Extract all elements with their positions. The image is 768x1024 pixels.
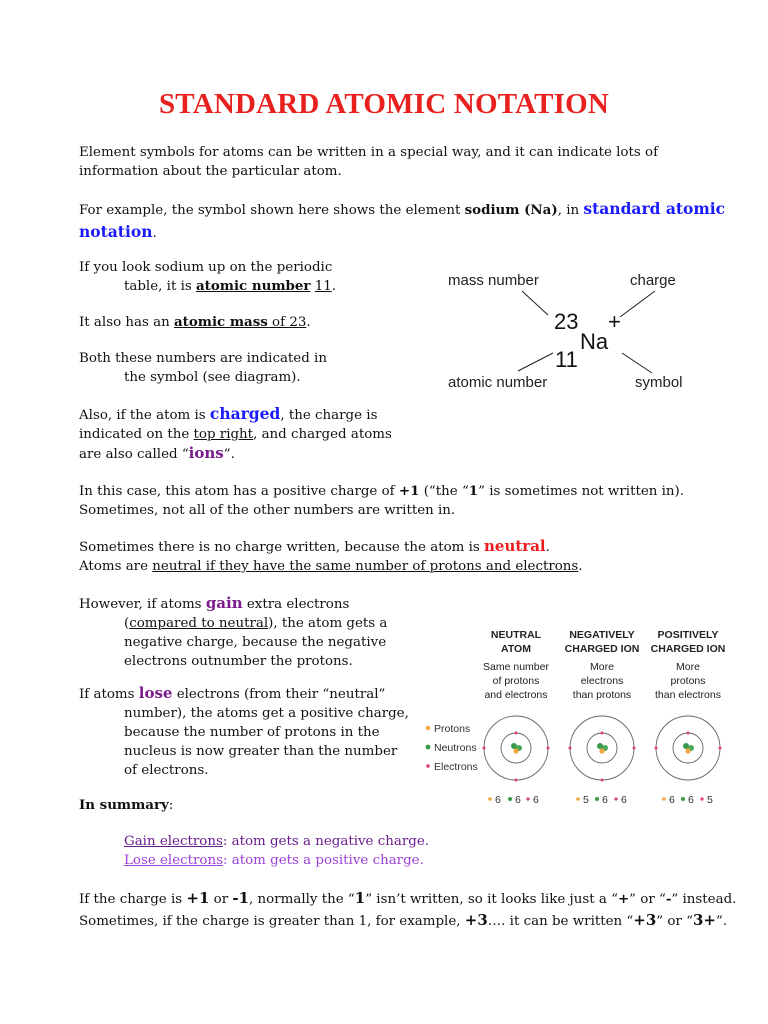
charged-line-2 xyxy=(79,425,392,444)
highlight-lose: lose xyxy=(138,684,173,702)
example-line-2 xyxy=(79,221,725,244)
charged-l2-pre: indicated on the xyxy=(79,427,194,442)
charged-l3-end: ”. xyxy=(223,447,235,462)
final-plus-one: +1 xyxy=(186,889,210,907)
negative-proton-count: 5 xyxy=(583,794,589,806)
neutral-electron-count: 6 xyxy=(533,794,539,806)
neutral-heading-2: ATOM xyxy=(501,643,531,655)
final-pre: If the charge is xyxy=(79,892,187,907)
both-paragraph xyxy=(79,349,327,387)
atomic-mass-term: atomic mass xyxy=(173,314,268,330)
element-symbol: Na xyxy=(580,329,609,354)
neutral-pre: Sometimes there is no charge written, because the atom is xyxy=(79,540,485,555)
negative-electron-count: 6 xyxy=(621,794,627,806)
final-plus-three: +3 xyxy=(464,911,488,929)
positive-proton-count: 6 xyxy=(669,794,675,806)
gain-l2-pre: ( xyxy=(124,616,130,631)
positive-desc-2: protons xyxy=(670,675,706,687)
charged-l2-end: , and charged atoms xyxy=(253,427,392,442)
neutral-counts xyxy=(488,794,539,806)
lose-electrons-link[interactable]: Lose electrons xyxy=(124,853,223,868)
final-three-plus: 3+ xyxy=(692,911,716,929)
atomic-number-value: 11 xyxy=(555,347,578,372)
atomic-number-value: 11 xyxy=(314,279,332,294)
summary-colon: : xyxy=(168,798,174,813)
charged-end: , the charge is xyxy=(280,408,378,423)
negative-heading-1: NEGATIVELY xyxy=(569,629,635,641)
gain-paragraph xyxy=(79,594,387,671)
example-text: For example, the symbol shown here shows the element xyxy=(79,203,465,218)
atomic-number-paragraph xyxy=(79,258,336,296)
gain-end: extra electrons xyxy=(242,597,350,612)
neutral-line-2 xyxy=(79,557,583,576)
gain-line-2 xyxy=(79,614,387,633)
positive-heading-2: CHARGED ION xyxy=(650,643,726,655)
atomic-number-term: atomic number xyxy=(196,278,311,294)
neutral-electron xyxy=(515,779,518,782)
atomic-mass-pre: It also has an xyxy=(79,315,174,330)
neutral-neutron-count-dot xyxy=(508,797,512,801)
lose-paragraph xyxy=(79,684,409,780)
charge-value: + xyxy=(608,309,621,334)
gain-line-4: electrons outnumber the protons. xyxy=(124,654,353,669)
mass-number-pointer xyxy=(522,291,548,315)
symbol-label: symbol xyxy=(635,374,683,391)
charged-l3-pre: are also called “ xyxy=(79,447,189,462)
negative-desc-2: electrons xyxy=(580,675,624,687)
summary-lose-line xyxy=(124,851,429,870)
summary-gain-line xyxy=(124,832,429,851)
summary-heading xyxy=(79,796,173,815)
symbol-pointer xyxy=(622,353,652,373)
atomic-number-end: . xyxy=(331,279,337,294)
final-line-1 xyxy=(79,888,736,910)
positive-desc-3: than electrons xyxy=(655,689,721,701)
compared-to-neutral: compared to neutral xyxy=(129,616,269,631)
gain-line-3: negative charge, because the negative xyxy=(124,635,387,650)
neutral-atom-drawing xyxy=(483,716,550,782)
both-line-2: the symbol (see diagram). xyxy=(124,370,301,385)
positive-electron xyxy=(719,747,722,750)
highlight-neutral: neutral xyxy=(484,537,546,555)
mass-number-label: mass number xyxy=(448,272,539,289)
final-line-2 xyxy=(79,910,736,932)
mass-number-value: 23 xyxy=(554,309,579,334)
highlight-ions: ions xyxy=(188,444,224,462)
neutral-l2-pre: Atoms are xyxy=(79,559,153,574)
example-end: . xyxy=(152,226,157,241)
final-mid2: ” isn’t written, so it looks like just a “ xyxy=(365,892,618,907)
neutral-heading-1: NEUTRAL xyxy=(490,629,542,641)
atoms-ions-diagram xyxy=(420,620,740,815)
positive-electron xyxy=(687,732,690,735)
neutral-proton-count-dot xyxy=(488,797,492,801)
both-line-1: Both these numbers are indicated in xyxy=(79,351,327,366)
case-line-2: Sometimes, not all of the other numbers are written in. xyxy=(79,503,456,518)
charged-line-3 xyxy=(79,444,392,464)
charge-label: charge xyxy=(630,272,676,289)
case-line-1 xyxy=(79,482,684,501)
lose-end: electrons (from their “neutral” xyxy=(172,687,386,702)
atomic-number-label: atomic number xyxy=(448,374,548,391)
negative-electron-count-dot xyxy=(614,797,617,800)
highlight-standard-atomic: standard atomic xyxy=(583,199,726,218)
intro-paragraph xyxy=(79,143,658,181)
positive-desc-1: More xyxy=(676,661,700,673)
negative-neutron-count: 6 xyxy=(602,794,608,806)
neutral-paragraph xyxy=(79,537,583,576)
lose-line-2: number), the atoms get a positive charge, xyxy=(124,706,409,721)
neutral-desc-2: of protons xyxy=(492,675,540,687)
gain-electrons-link[interactable]: Gain electrons xyxy=(124,834,223,849)
top-right-term: top right xyxy=(193,427,254,442)
final-plus: + xyxy=(617,891,630,907)
neutral-end: . xyxy=(545,540,550,555)
proton-legend-dot xyxy=(426,726,430,730)
atomic-number-line-2 xyxy=(79,277,336,296)
legend-electrons: Electrons xyxy=(434,761,478,773)
column-negative xyxy=(565,629,640,701)
column-neutral xyxy=(483,629,549,701)
neutral-line-1 xyxy=(79,537,583,557)
neutron-legend-dot xyxy=(426,745,431,750)
legend-protons: Protons xyxy=(434,723,471,735)
negative-heading-2: CHARGED ION xyxy=(564,643,640,655)
positive-nucleus-proton xyxy=(685,748,690,753)
atomic-number-pointer xyxy=(518,353,553,371)
neutral-l2-end: . xyxy=(578,559,583,574)
negative-proton-count-dot xyxy=(576,797,580,801)
example-text-mid: , in xyxy=(557,203,584,218)
final-paragraph xyxy=(79,888,736,932)
negative-desc-1: More xyxy=(590,661,614,673)
neutral-definition: neutral if they have the same number of protons and electrons xyxy=(152,559,579,574)
negative-electron xyxy=(569,747,572,750)
highlight-notation: notation xyxy=(79,222,153,241)
negative-electron xyxy=(601,732,604,735)
final-minus-one: -1 xyxy=(232,889,250,907)
case-plus-one: +1 xyxy=(398,483,420,499)
page-title: STANDARD ATOMIC NOTATION xyxy=(158,88,610,120)
negative-ion-drawing xyxy=(569,716,636,782)
lose-line-5: of electrons. xyxy=(124,763,209,778)
negative-nucleus-proton xyxy=(599,748,604,753)
gain-line-1 xyxy=(79,594,387,614)
neutral-proton-count: 6 xyxy=(495,794,501,806)
charged-paragraph xyxy=(79,404,392,464)
neutral-electron xyxy=(515,732,518,735)
gain-electrons-text: : atom gets a negative charge. xyxy=(222,834,429,849)
final-mid3: ” or “ xyxy=(629,892,666,907)
case-one: 1 xyxy=(468,483,479,499)
charged-pre: Also, if the atom is xyxy=(79,408,210,423)
positive-neutron-count: 6 xyxy=(688,794,694,806)
final-l2-mid: …. it can be written “ xyxy=(487,914,634,929)
lose-electrons-text: : atom gets a positive charge. xyxy=(222,853,424,868)
positive-counts xyxy=(662,794,713,806)
positive-ion-drawing xyxy=(655,716,722,780)
negative-counts xyxy=(576,794,627,806)
neutral-electron xyxy=(483,747,486,750)
charged-line-1 xyxy=(79,404,392,425)
neutral-desc-1: Same number xyxy=(483,661,549,673)
case-pre: In this case, this atom has a positive charge of xyxy=(79,484,399,499)
positive-electron-count-dot xyxy=(700,797,703,800)
final-l2-mid2: ” or “ xyxy=(656,914,693,929)
atomic-number-pre: table, it is xyxy=(124,279,196,294)
column-positive xyxy=(651,629,726,701)
lose-pre: If atoms xyxy=(79,687,139,702)
atomic-number-line-1: If you look sodium up on the periodic xyxy=(79,260,333,275)
neutral-nucleus-proton xyxy=(513,748,518,753)
neutral-desc-3: and electrons xyxy=(484,689,548,701)
intro-line-2: information about the particular atom. xyxy=(79,164,342,179)
neutral-electron xyxy=(547,747,550,750)
lose-line-4: nucleus is now greater than the number xyxy=(124,744,398,759)
final-plus-three-alt: +3 xyxy=(633,911,657,929)
intro-line-1: Element symbols for atoms can be written in a special way, and it can indicate lots of xyxy=(79,145,659,160)
atomic-mass-paragraph xyxy=(79,313,311,332)
final-minus: - xyxy=(665,891,672,907)
atomic-mass-value: 23 xyxy=(289,315,307,330)
final-l2-pre: Sometimes, if the charge is greater than 1, for example, xyxy=(79,914,465,929)
positive-proton-count-dot xyxy=(662,797,666,801)
atomic-mass-mid: of xyxy=(267,315,290,330)
highlight-gain: gain xyxy=(205,594,243,612)
positive-neutron-count-dot xyxy=(681,797,685,801)
lose-line-1 xyxy=(79,684,409,704)
final-or: or xyxy=(209,892,233,907)
gain-l2-end: ), the atom gets a xyxy=(268,616,388,631)
negative-desc-3: than protons xyxy=(572,689,632,701)
neutral-neutron-count: 6 xyxy=(515,794,521,806)
summary-heading-text: In summary xyxy=(79,797,169,813)
example-paragraph xyxy=(79,198,725,244)
final-l2-end: ”. xyxy=(715,914,728,929)
negative-electron xyxy=(633,747,636,750)
lose-line-3: because the number of protons in the xyxy=(124,725,380,740)
legend xyxy=(426,723,478,773)
neutral-electron-count-dot xyxy=(526,797,529,800)
case-mid: (“the “ xyxy=(419,484,469,499)
positive-electron xyxy=(655,747,658,750)
example-line-1 xyxy=(79,198,725,221)
case-paragraph xyxy=(79,482,684,520)
positive-electron-count: 5 xyxy=(707,794,713,806)
negative-electron xyxy=(601,779,604,782)
positive-heading-1: POSITIVELY xyxy=(657,629,719,641)
sodium-notation-diagram xyxy=(440,265,710,400)
charge-pointer xyxy=(620,291,655,317)
summary-list xyxy=(124,832,429,870)
gain-pre: However, if atoms xyxy=(79,597,206,612)
electron-legend-dot xyxy=(426,764,430,768)
negative-neutron-count-dot xyxy=(595,797,599,801)
case-end: ” is sometimes not written in). xyxy=(478,484,685,499)
final-one: 1 xyxy=(354,889,366,907)
atomic-mass-end: . xyxy=(306,315,311,330)
final-mid: , normally the “ xyxy=(249,892,355,907)
final-end: ” instead. xyxy=(671,892,737,907)
legend-neutrons: Neutrons xyxy=(434,742,477,754)
highlight-charged: charged xyxy=(209,404,281,423)
example-bold-element: sodium (Na) xyxy=(464,202,558,218)
